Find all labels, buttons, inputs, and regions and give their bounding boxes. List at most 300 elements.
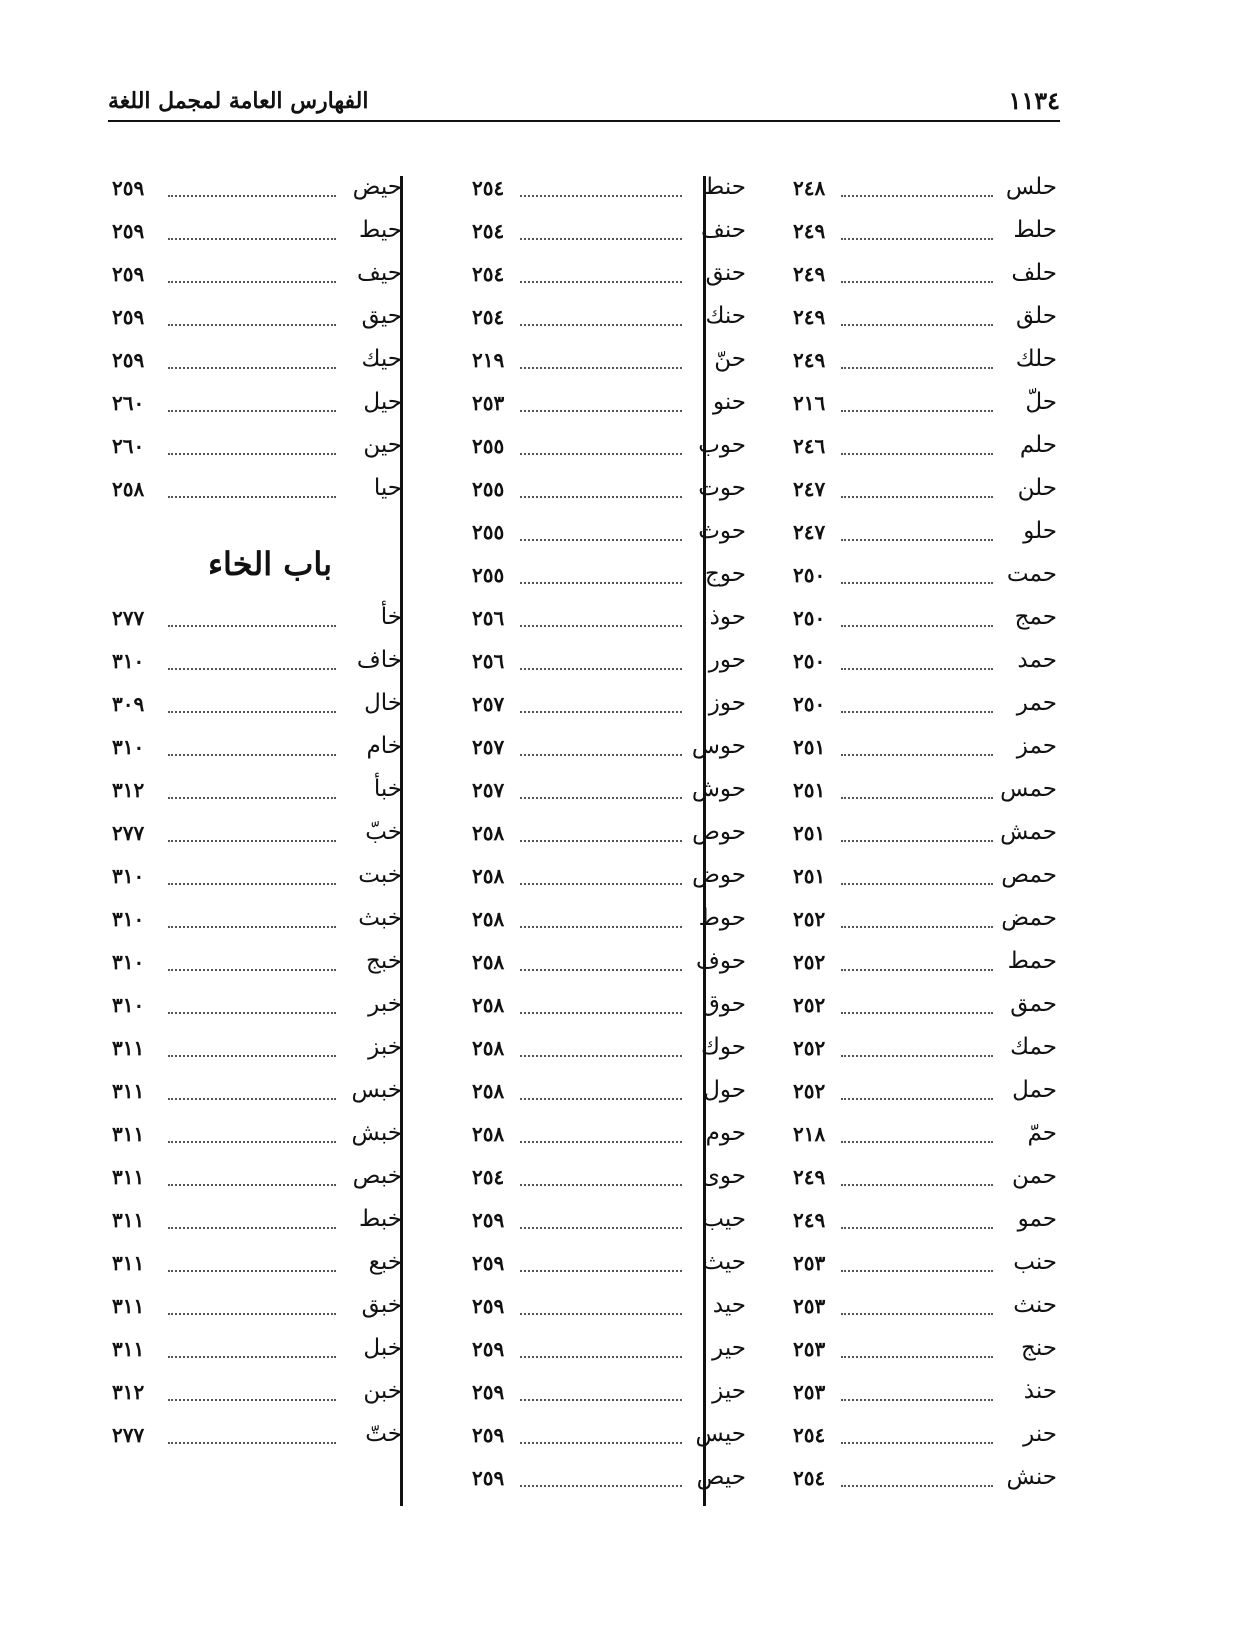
entry-page-number: ٢٦٠ [112, 391, 145, 415]
dot-leader [168, 625, 336, 627]
index-entry [112, 643, 402, 686]
index-entry [472, 643, 746, 686]
entry-page-number: ٢٤٩ [793, 262, 826, 286]
entry-root-word: حيز [712, 1378, 746, 1404]
dot-leader [520, 625, 682, 627]
dot-leader [841, 410, 993, 412]
dot-leader [168, 1442, 336, 1444]
dot-leader [841, 367, 993, 369]
index-entry [472, 557, 746, 600]
entry-root-word: حوز [708, 690, 746, 716]
entry-root-word: خاف [356, 647, 402, 673]
entry-root-word: حنك [705, 303, 746, 329]
entry-page-number: ٢٥٨ [472, 1122, 505, 1146]
index-entry [793, 1116, 1057, 1159]
entry-root-word: حيث [702, 1249, 746, 1275]
entry-page-number: ٢٥٢ [793, 993, 826, 1017]
dot-leader [168, 1399, 336, 1401]
index-entry [112, 815, 402, 858]
entry-root-word: حور [708, 647, 746, 673]
entry-page-number: ٢٥٩ [472, 1208, 505, 1232]
dot-leader [520, 754, 682, 756]
page-number: ١١٣٤ [1008, 86, 1060, 115]
dot-leader [168, 840, 336, 842]
entry-page-number: ٣١٠ [112, 649, 145, 673]
entry-root-word: حنث [1013, 1292, 1057, 1318]
entry-root-word: حنذ [1023, 1378, 1057, 1404]
dot-leader [841, 1184, 993, 1186]
index-entry [793, 1073, 1057, 1116]
entry-page-number: ٣١١ [112, 1251, 145, 1275]
entry-root-word: خبش [351, 1120, 402, 1146]
entry-page-number: ٢٥٣ [793, 1337, 826, 1361]
entry-page-number: ٢٥٤ [472, 219, 505, 243]
entry-root-word: حمن [1011, 1163, 1057, 1189]
entry-root-word: حلق [1015, 303, 1057, 329]
entry-root-word: حيا [373, 475, 402, 501]
entry-root-word: حوط [698, 905, 746, 931]
dot-leader [520, 969, 682, 971]
index-entry [112, 944, 402, 987]
entry-page-number: ٢٥٩ [112, 348, 145, 372]
index-entry [793, 514, 1057, 557]
entry-page-number: ٣١١ [112, 1079, 145, 1103]
dot-leader [841, 1141, 993, 1143]
entry-root-word: حيف [357, 260, 402, 286]
index-entry [112, 1288, 402, 1331]
index-entry [793, 1159, 1057, 1202]
entry-root-word: حيق [361, 303, 402, 329]
entry-page-number: ٢٤٩ [793, 348, 826, 372]
index-entry [112, 1116, 402, 1159]
dot-leader [168, 754, 336, 756]
index-entry [112, 1030, 402, 1073]
dot-leader [168, 1356, 336, 1358]
index-entry [793, 1417, 1057, 1460]
entry-root-word: حنّ [714, 346, 746, 372]
index-entry [112, 901, 402, 944]
entry-root-word: حلو [1023, 518, 1057, 544]
entry-root-word: حيب [702, 1206, 746, 1232]
index-entry [472, 1159, 746, 1202]
dot-leader [520, 410, 682, 412]
entry-page-number: ٢٥٩ [472, 1466, 505, 1490]
index-entry [793, 1374, 1057, 1417]
entry-root-word: خبس [351, 1077, 402, 1103]
entry-root-word: خام [366, 733, 402, 759]
dot-leader [168, 324, 336, 326]
entry-page-number: ٢٤٩ [793, 1208, 826, 1232]
index-entry [472, 1073, 746, 1116]
index-entry [112, 1417, 402, 1460]
dot-leader [520, 496, 682, 498]
entry-root-word: حمت [1006, 561, 1057, 587]
dot-leader [168, 367, 336, 369]
entry-root-word: حوى [701, 1163, 746, 1189]
index-entry [793, 557, 1057, 600]
entry-page-number: ٢٥٣ [793, 1294, 826, 1318]
index-entry [472, 1288, 746, 1331]
entry-page-number: ٢٥٢ [793, 907, 826, 931]
entry-page-number: ٢٥٥ [472, 563, 505, 587]
dot-leader [520, 797, 682, 799]
dot-leader [841, 453, 993, 455]
entry-page-number: ٣١٢ [112, 778, 145, 802]
running-title: الفهارس العامة لمجمل اللغة [108, 88, 369, 114]
entry-page-number: ٢٥٨ [472, 1079, 505, 1103]
dot-leader [841, 711, 993, 713]
index-entry [793, 385, 1057, 428]
dot-leader [520, 582, 682, 584]
dot-leader [520, 539, 682, 541]
index-entry [472, 1245, 746, 1288]
index-entry [472, 170, 746, 213]
index-entry [793, 428, 1057, 471]
index-entry [472, 901, 746, 944]
dot-leader [520, 1270, 682, 1272]
dot-leader [841, 1313, 993, 1315]
index-entry [793, 686, 1057, 729]
index-entry [472, 729, 746, 772]
entry-page-number: ٢٥١ [793, 864, 826, 888]
index-entry [112, 1202, 402, 1245]
entry-root-word: خبث [358, 905, 402, 931]
dot-leader [520, 926, 682, 928]
entry-root-word: حوك [700, 1034, 746, 1060]
dot-leader [520, 840, 682, 842]
entry-root-word: حيك [361, 346, 402, 372]
entry-page-number: ٢٥٩ [112, 176, 145, 200]
dot-leader [520, 1313, 682, 1315]
entry-root-word: خبل [363, 1335, 402, 1361]
entry-page-number: ٢٥٣ [793, 1251, 826, 1275]
entry-page-number: ٣١١ [112, 1165, 145, 1189]
entry-root-word: حنو [712, 389, 746, 415]
index-entry [472, 256, 746, 299]
dot-leader [841, 281, 993, 283]
dot-leader [168, 668, 336, 670]
entry-page-number: ٢٥٤ [793, 1423, 826, 1447]
entry-page-number: ٢٥٨ [472, 1036, 505, 1060]
dot-leader [168, 238, 336, 240]
dot-leader [520, 883, 682, 885]
entry-page-number: ٣١٢ [112, 1380, 145, 1404]
dot-leader [168, 1227, 336, 1229]
index-entry [472, 772, 746, 815]
index-entry [472, 385, 746, 428]
entry-root-word: حيل [363, 389, 402, 415]
index-entry [793, 170, 1057, 213]
entry-page-number: ٢٥٨ [472, 993, 505, 1017]
dot-leader [841, 1055, 993, 1057]
index-entry [472, 514, 746, 557]
dot-leader [841, 1098, 993, 1100]
index-entry [472, 1417, 746, 1460]
dot-leader [520, 1141, 682, 1143]
index-entry [112, 686, 402, 729]
entry-root-word: خبت [358, 862, 402, 888]
index-entry [793, 1030, 1057, 1073]
index-entry [112, 428, 402, 471]
index-entry [472, 428, 746, 471]
entry-root-word: خأ [380, 604, 402, 630]
dot-leader [168, 410, 336, 412]
section-heading: باب الخاء [207, 545, 332, 583]
entry-page-number: ٢٤٧ [793, 477, 826, 501]
entry-page-number: ٢٥٢ [793, 950, 826, 974]
entry-root-word: حمص [1001, 862, 1057, 888]
index-entry [112, 772, 402, 815]
entry-root-word: حمج [1014, 604, 1057, 630]
index-entry [472, 944, 746, 987]
entry-page-number: ٢٦٠ [112, 434, 145, 458]
index-entry [793, 987, 1057, 1030]
entry-page-number: ٣١٠ [112, 993, 145, 1017]
entry-page-number: ٣١١ [112, 1337, 145, 1361]
index-entry [793, 1331, 1057, 1374]
entry-page-number: ٢٥١ [793, 821, 826, 845]
entry-page-number: ٢٤٩ [793, 305, 826, 329]
entry-page-number: ٣١٠ [112, 907, 145, 931]
entry-page-number: ٢٧٧ [112, 821, 145, 845]
entry-page-number: ٢٤٩ [793, 1165, 826, 1189]
entry-root-word: حمش [1000, 819, 1057, 845]
index-entry [112, 729, 402, 772]
entry-root-word: خال [364, 690, 402, 716]
entry-root-word: حيط [359, 217, 402, 243]
entry-page-number: ٢٥٩ [472, 1294, 505, 1318]
index-list-kha [112, 600, 402, 1460]
dot-leader [168, 883, 336, 885]
dot-leader [520, 1098, 682, 1100]
entry-page-number: ٢١٦ [793, 391, 826, 415]
entry-page-number: ٣١٠ [112, 735, 145, 759]
index-entry [793, 1245, 1057, 1288]
entry-root-word: حيس [695, 1421, 746, 1447]
entry-page-number: ٢٥٨ [472, 907, 505, 931]
entry-root-word: خبن [363, 1378, 402, 1404]
dot-leader [841, 324, 993, 326]
index-entry [793, 213, 1057, 256]
entry-root-word: حوذ [709, 604, 746, 630]
entry-page-number: ٢٥٣ [793, 1380, 826, 1404]
entry-page-number: ٢٥٩ [472, 1380, 505, 1404]
entry-page-number: ٢١٩ [472, 348, 505, 372]
index-entry [793, 1288, 1057, 1331]
entry-page-number: ٢٥٧ [472, 692, 505, 716]
dot-leader [168, 797, 336, 799]
entry-root-word: حين [363, 432, 402, 458]
dot-leader [520, 711, 682, 713]
entry-page-number: ٣١٠ [112, 864, 145, 888]
entry-page-number: ٣١٠ [112, 950, 145, 974]
entry-root-word: حمس [1000, 776, 1057, 802]
entry-root-word: حوم [705, 1120, 746, 1146]
dot-leader [841, 1399, 993, 1401]
dot-leader [841, 1227, 993, 1229]
index-entry [793, 299, 1057, 342]
dot-leader [841, 539, 993, 541]
entry-page-number: ٢٤٦ [793, 434, 826, 458]
entry-root-word: حنج [1020, 1335, 1057, 1361]
dot-leader [168, 1141, 336, 1143]
dot-leader [520, 1356, 682, 1358]
index-entry [793, 729, 1057, 772]
index-entry [112, 256, 402, 299]
entry-page-number: ٢٥٨ [472, 864, 505, 888]
index-entry [112, 342, 402, 385]
entry-page-number: ٣١١ [112, 1208, 145, 1232]
dot-leader [520, 668, 682, 670]
dot-leader [168, 1270, 336, 1272]
entry-root-word: حيد [712, 1292, 746, 1318]
dot-leader [841, 238, 993, 240]
entry-root-word: حوف [696, 948, 746, 974]
index-entry [793, 772, 1057, 815]
entry-root-word: خبع [368, 1249, 402, 1275]
dot-leader [168, 195, 336, 197]
dot-leader [520, 1184, 682, 1186]
entry-root-word: حلّ [1025, 389, 1057, 415]
index-entry [793, 1202, 1057, 1245]
index-entry [112, 858, 402, 901]
entry-root-word: حمد [1017, 647, 1057, 673]
entry-root-word: حنر [1023, 1421, 1057, 1447]
entry-page-number: ٢٥٤ [472, 305, 505, 329]
dot-leader [520, 367, 682, 369]
entry-page-number: ٢١٨ [793, 1122, 826, 1146]
index-entry [472, 1202, 746, 1245]
dot-leader [841, 926, 993, 928]
index-entry [112, 213, 402, 256]
entry-page-number: ٢٥٢ [793, 1036, 826, 1060]
entry-root-word: حمّ [1027, 1120, 1057, 1146]
entry-page-number: ٢٥٨ [472, 821, 505, 845]
dot-leader [841, 625, 993, 627]
entry-page-number: ٢٥٨ [112, 477, 145, 501]
index-entry [793, 600, 1057, 643]
dot-leader [168, 969, 336, 971]
entry-root-word: حوض [692, 862, 746, 888]
dot-leader [841, 1485, 993, 1487]
entry-page-number: ٢٥٧ [472, 778, 505, 802]
dot-leader [168, 1184, 336, 1186]
entry-root-word: حلف [1011, 260, 1057, 286]
entry-page-number: ٢٥٢ [793, 1079, 826, 1103]
index-entry [472, 471, 746, 514]
dot-leader [168, 453, 336, 455]
entry-root-word: خبأ [373, 776, 402, 802]
index-entry [112, 987, 402, 1030]
entry-root-word: حلك [1015, 346, 1057, 372]
entry-page-number: ٢٥٥ [472, 434, 505, 458]
entry-page-number: ٣٠٩ [112, 692, 145, 716]
entry-page-number: ٢٥٦ [472, 606, 505, 630]
entry-root-word: خبط [359, 1206, 402, 1232]
entry-root-word: حيض [352, 174, 402, 200]
dot-leader [841, 195, 993, 197]
index-entry [112, 1073, 402, 1116]
entry-page-number: ٢٥١ [793, 735, 826, 759]
index-entry [472, 858, 746, 901]
dot-leader [520, 1442, 682, 1444]
dot-leader [520, 1227, 682, 1229]
entry-root-word: حير [712, 1335, 746, 1361]
entry-root-word: حمق [1010, 991, 1057, 1017]
index-entry [793, 815, 1057, 858]
index-entry [112, 170, 402, 213]
entry-root-word: حوق [702, 991, 746, 1017]
entry-page-number: ٢٤٨ [793, 176, 826, 200]
entry-root-word: حوث [698, 518, 746, 544]
index-entry [793, 471, 1057, 514]
entry-root-word: خبق [361, 1292, 402, 1318]
dot-leader [841, 969, 993, 971]
entry-root-word: حمك [1010, 1034, 1057, 1060]
entry-root-word: حمط [1007, 948, 1057, 974]
index-entry [112, 1331, 402, 1374]
dot-leader [168, 496, 336, 498]
index-entry [112, 600, 402, 643]
index-entry [472, 686, 746, 729]
dot-leader [520, 281, 682, 283]
entry-page-number: ٢٥٨ [472, 950, 505, 974]
index-column-left [112, 170, 402, 1460]
entry-root-word: خبج [365, 948, 402, 974]
entry-root-word: حنق [705, 260, 746, 286]
entry-page-number: ٢٧٧ [112, 1423, 145, 1447]
index-entry [112, 471, 402, 514]
entry-page-number: ٢٥٩ [112, 262, 145, 286]
entry-page-number: ٢٥٩ [112, 219, 145, 243]
index-entry [472, 600, 746, 643]
entry-page-number: ٢٥٩ [112, 305, 145, 329]
dot-leader [520, 1012, 682, 1014]
index-entry [472, 1331, 746, 1374]
entry-root-word: حوت [698, 475, 746, 501]
entry-page-number: ٢٥٥ [472, 477, 505, 501]
entry-root-word: حنف [701, 217, 746, 243]
dot-leader [841, 840, 993, 842]
entry-root-word: حوب [698, 432, 746, 458]
index-entry [472, 1460, 746, 1503]
index-entry [793, 342, 1057, 385]
entry-root-word: حنط [703, 174, 746, 200]
entry-page-number: ٣١١ [112, 1294, 145, 1318]
entry-page-number: ٢٧٧ [112, 606, 145, 630]
dot-leader [520, 453, 682, 455]
entry-page-number: ٢٤٧ [793, 520, 826, 544]
index-entry [112, 1159, 402, 1202]
entry-page-number: ٢٥٥ [472, 520, 505, 544]
entry-root-word: حلم [1019, 432, 1057, 458]
entry-root-word: حنب [1013, 1249, 1057, 1275]
index-entry [112, 299, 402, 342]
index-entry [793, 858, 1057, 901]
entry-root-word: حيص [696, 1464, 746, 1490]
dot-leader [168, 1012, 336, 1014]
index-entry [472, 987, 746, 1030]
entry-page-number: ٣١١ [112, 1122, 145, 1146]
entry-page-number: ٢٥٤ [472, 176, 505, 200]
index-entry [472, 1030, 746, 1073]
entry-page-number: ٢٤٩ [793, 219, 826, 243]
dot-leader [841, 1356, 993, 1358]
entry-root-word: حوش [691, 776, 746, 802]
dot-leader [841, 1270, 993, 1272]
entry-page-number: ٢٥٩ [472, 1251, 505, 1275]
entry-page-number: ٢٥٠ [793, 606, 826, 630]
